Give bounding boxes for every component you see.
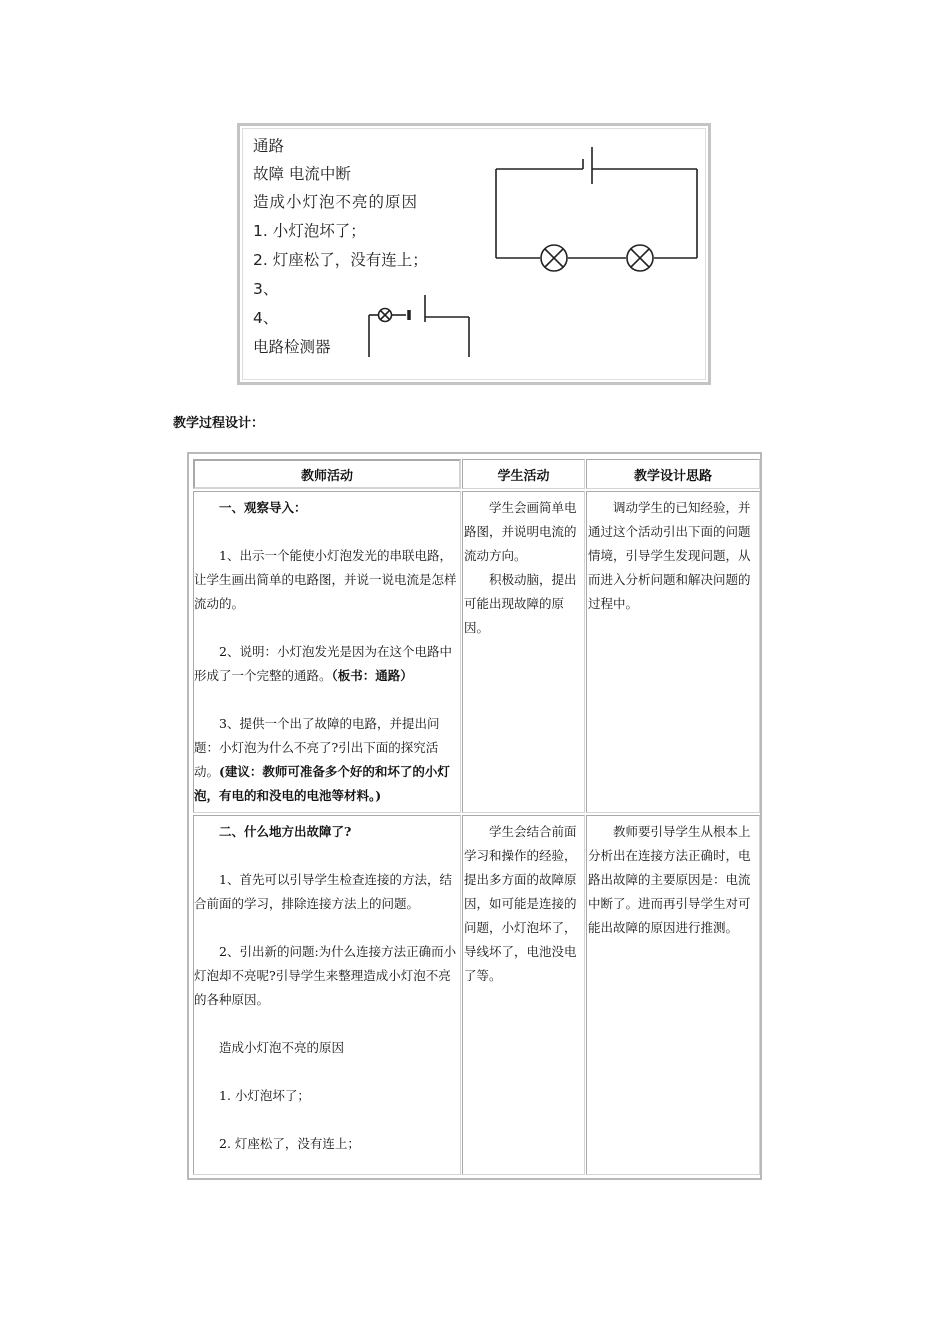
row2-teacher-cell: [193, 815, 461, 1175]
circuit-tester-diagram: [369, 295, 469, 357]
bulb-icon: [541, 245, 567, 271]
row2-teacher-cause-2: 2. 灯座松了，没有连上；: [219, 1136, 360, 1151]
board-line-cause-4: 4、: [253, 309, 279, 327]
row2-design-cell: [586, 815, 760, 1175]
board-line-cause-1: 1. 小灯泡坏了；: [253, 222, 366, 240]
board-line-causes: 造成小灯泡不亮的原因: [253, 193, 419, 211]
board-frame: [242, 128, 706, 380]
section-heading: 教学过程设计：: [173, 416, 265, 431]
row1-teacher-step3-text: 3、提供一个出了故障的电路，并提出问题：小灯泡为什么不亮了?引出下面的探究活动。: [194, 716, 440, 779]
row1-teacher-step2: [194, 640, 460, 688]
bulb-icon: [379, 309, 392, 322]
row2-student-text: 学生会结合前面学习和操作的经验，提出多方面的故障原因，如可能是连接的问题，小灯泡坏了，导线坏了，电池没电了等。: [464, 824, 577, 983]
board-figure: [237, 123, 711, 385]
row1-student-p2: 积极动脑，提出可能出现故障的原因。: [464, 572, 577, 635]
row1-design-cell: [586, 491, 760, 813]
row2-design-text: 教师要引导学生从根本上分析出在连接方法正确时，电路出故障的主要原因是：电流中断了。进而再引导学生对可能出故障的原因进行推测。: [588, 824, 751, 935]
series-circuit-diagram: [243, 129, 707, 381]
row1-teacher-board-note: （板书：通路）: [331, 668, 413, 683]
row2-teacher-step1: 1、首先可以引导学生检查连接的方法，结合前面的学习，排除连接方法上的问题。: [194, 872, 452, 911]
row2-teacher-title: 二、什么地方出故障了?: [219, 824, 352, 839]
header-design-idea: 教学设计思路: [586, 459, 760, 489]
row1-teacher-step3: [194, 712, 460, 808]
row1-teacher-title: 一、观察导入：: [219, 500, 307, 515]
row2-teacher-cause-1: 1. 小灯泡坏了；: [219, 1088, 310, 1103]
row1-teacher-step2-text: 2、说明：小灯泡发光是因为在这个电路中形成了一个完整的通路。: [194, 644, 452, 683]
row1-teacher-cell: [193, 491, 461, 813]
row2-teacher-causes-title: 造成小灯泡不亮的原因: [219, 1040, 345, 1055]
row1-student-p1: 学生会画简单电路图，并说明电流的流动方向。: [464, 500, 577, 563]
board-line-tester: 电路检测器: [253, 338, 331, 356]
header-student-activity: 学生活动: [462, 459, 585, 489]
board-line-fault: 故障 电流中断: [253, 165, 351, 183]
header-teacher-activity: 教师活动: [193, 459, 461, 489]
board-line-cause-3: 3、: [253, 280, 279, 298]
lesson-plan-table: [187, 452, 762, 1180]
row2-teacher-step2: 2、引出新的问题:为什么连接方法正确而小灯泡却不亮呢?引导学生来整理造成小灯泡不亮的各种原因。: [194, 944, 457, 1007]
board-line-cause-2: 2. 灯座松了，没有连上；: [253, 251, 428, 269]
row1-teacher-suggestion: (建议：教师可准备多个好的和坏了的小灯泡，有电的和没电的电池等材料。): [194, 764, 450, 803]
board-line-circuit: 通路: [253, 137, 285, 155]
row2-student-cell: [462, 815, 585, 1175]
bulb-icon: [627, 245, 653, 271]
row1-teacher-step1: 1、出示一个能使小灯泡发光的串联电路，让学生画出简单的电路图，并说一说电流是怎样流动的。: [194, 548, 457, 611]
row1-design-text: 调动学生的已知经验，并通过这个活动引出下面的问题情境，引导学生发现问题，从而进入分析问题和解决问题的过程中。: [588, 500, 751, 611]
row1-student-cell: [462, 491, 585, 813]
